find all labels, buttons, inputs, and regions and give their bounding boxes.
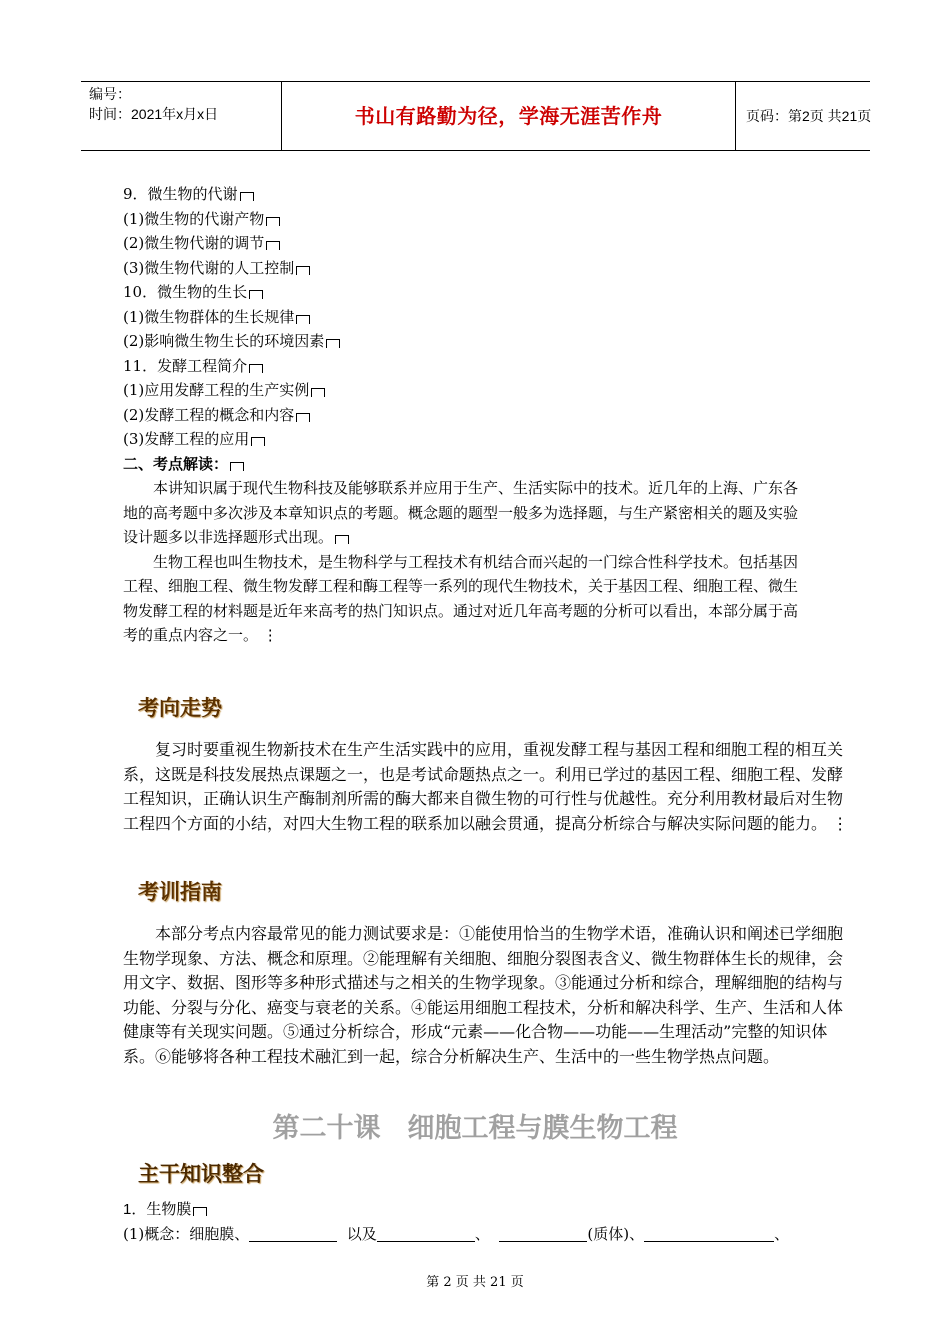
guide-line: 健康等有关现实问题。⑤通过分析综合，形成“元素——化合物——功能——生理活动”完整的知识体 [123,1022,828,1041]
paragraph-mark-icon [249,364,263,373]
header-left [81,82,281,150]
kaodian-heading: 二、考点解读： [123,452,863,477]
kaodian-para2-line: 生物工程也叫生物技术，是生物科学与工程技术有机结合而兴起的一门综合性科学技术。包括基因 [123,552,799,571]
concept-line: (1)概念：细胞膜、 以及 、 (质体)、 、 [123,1224,790,1243]
kaodian-para2-line: 物发酵工程的材料题是近年来高考的热门知识点。通过对近几年高考题的分析可以看出，本部分属于高 [123,601,799,620]
concept-blank-4[interactable] [644,1225,774,1242]
item1-label: 1．生物膜 [123,1197,863,1222]
concept-blank-3[interactable] [499,1225,587,1242]
paragraph-mark-icon [296,413,310,422]
kaodian-para2-line: 工程、细胞工程、微生物发酵工程和酶工程等一系列的现代生物技术，关于基因工程、细胞工程、微生 [123,577,799,595]
paragraph-mark-icon [266,217,280,226]
outline-item: (3)发酵工程的应用 [123,427,863,452]
paragraph-mark-icon [326,339,340,348]
outline-item: (2)发酵工程的概念和内容 [123,403,863,428]
trend-line: 系，这既是科技发展热点课题之一，也是考试命题热点之一。利用已学过的基因工程、细胞工程、发酵 [123,764,844,784]
outline-list [123,182,863,648]
header-motto: 书山有路勤为径，学海无涯苦作舟 [281,82,736,150]
time-label: 时间：2021年x月x日 [89,106,219,122]
kaodian-para1-line: 本讲知识属于现代生物科技及能够联系并应用于生产、生活实际中的技术。近几年的上海、广东各 [123,479,799,497]
guide-line: 功能、分裂与分化、癌变与衰老的关系。④能运用细胞工程技术，分析和解决科学、生产、生活和人体 [123,997,844,1017]
paragraph-mark-icon [251,437,265,446]
paragraph-mark-icon [230,462,244,471]
outline-item: 9．微生物的代谢 [123,182,863,207]
outline-item: (2)微生物代谢的调节 [123,231,863,256]
paragraph-mark-icon [266,241,280,250]
paragraph-mark-icon [311,388,325,397]
guide-line: 生物学现象、方法、概念和原理。②能理解有关细胞、细胞分裂图表含义、微生物群体生长的规律，会 [123,948,844,968]
kaodian-para1-line: 设计题多以非选择题形式出现。 [123,525,863,550]
header-page-info: 页码：第2页 共21页 [746,108,872,124]
guide-line: 本部分考点内容最常见的能力测试要求是：①能使用恰当的生物学术语，准确认识和阐述已学细胞 [123,924,844,943]
section-guide-heading: 考训指南 [138,880,222,904]
kaodian-para2-line: 考的重点内容之一。 ⋮ [123,626,278,644]
trend-line: 复习时要重视生物新技术在生产生活实践中的应用，重视发酵工程与基因工程和细胞工程的相互关 [123,740,844,759]
guide-line: 系。⑥能够将各种工程技术融汇到一起，综合分析解决生产、生活中的一些生物学热点问题。 [123,1046,780,1066]
trend-line: 工程知识，正确认识生产酶制剂所需的酶大都来自微生物的可行性与优越性。充分利用教材最后对生物 [123,789,844,808]
concept-blank-2[interactable] [377,1225,475,1242]
guide-paragraph [123,922,863,1069]
page-header [81,81,870,151]
lesson-title: 第二十课 细胞工程与膜生物工程 [272,1113,678,1144]
number-label: 编号： [89,86,131,102]
paragraph-mark-icon [240,192,254,201]
section-main-heading: 主干知识整合 [138,1162,264,1186]
page-footer: 第 2 页 共 21 页 [426,1275,524,1290]
outline-item: (1)微生物群体的生长规律 [123,305,863,330]
paragraph-mark-icon [249,290,263,299]
outline-item: (1)微生物的代谢产物 [123,207,863,232]
outline-item: (1)应用发酵工程的生产实例 [123,378,863,403]
guide-line: 用文字、数据、图形等多种形式描述与之相关的生物学现象。③能通过分析和综合，理解细胞的结构与 [123,973,844,992]
trend-line: 工程四个方面的小结，对四大生物工程的联系加以融会贯通，提高分析综合与解决实际问题的能力。 ⋮ [123,813,849,833]
concept-blank-1[interactable] [249,1225,337,1242]
kaodian-para1-line: 地的高考题中多次涉及本章知识点的考题。概念题的题型一般多为选择题，与生产紧密相关的题及实验 [123,503,799,522]
paragraph-mark-icon [296,266,310,275]
outline-item: 11．发酵工程简介 [123,354,863,379]
paragraph-mark-icon [193,1207,207,1216]
outline-item: (3)微生物代谢的人工控制 [123,256,863,281]
paragraph-mark-icon [335,535,349,544]
outline-item: 10．微生物的生长 [123,280,863,305]
item1-block [123,1197,863,1246]
outline-item: (2)影响微生物生长的环境因素 [123,329,863,354]
paragraph-mark-icon [296,315,310,324]
section-trend-heading: 考向走势 [138,696,222,720]
trend-paragraph [123,738,863,836]
